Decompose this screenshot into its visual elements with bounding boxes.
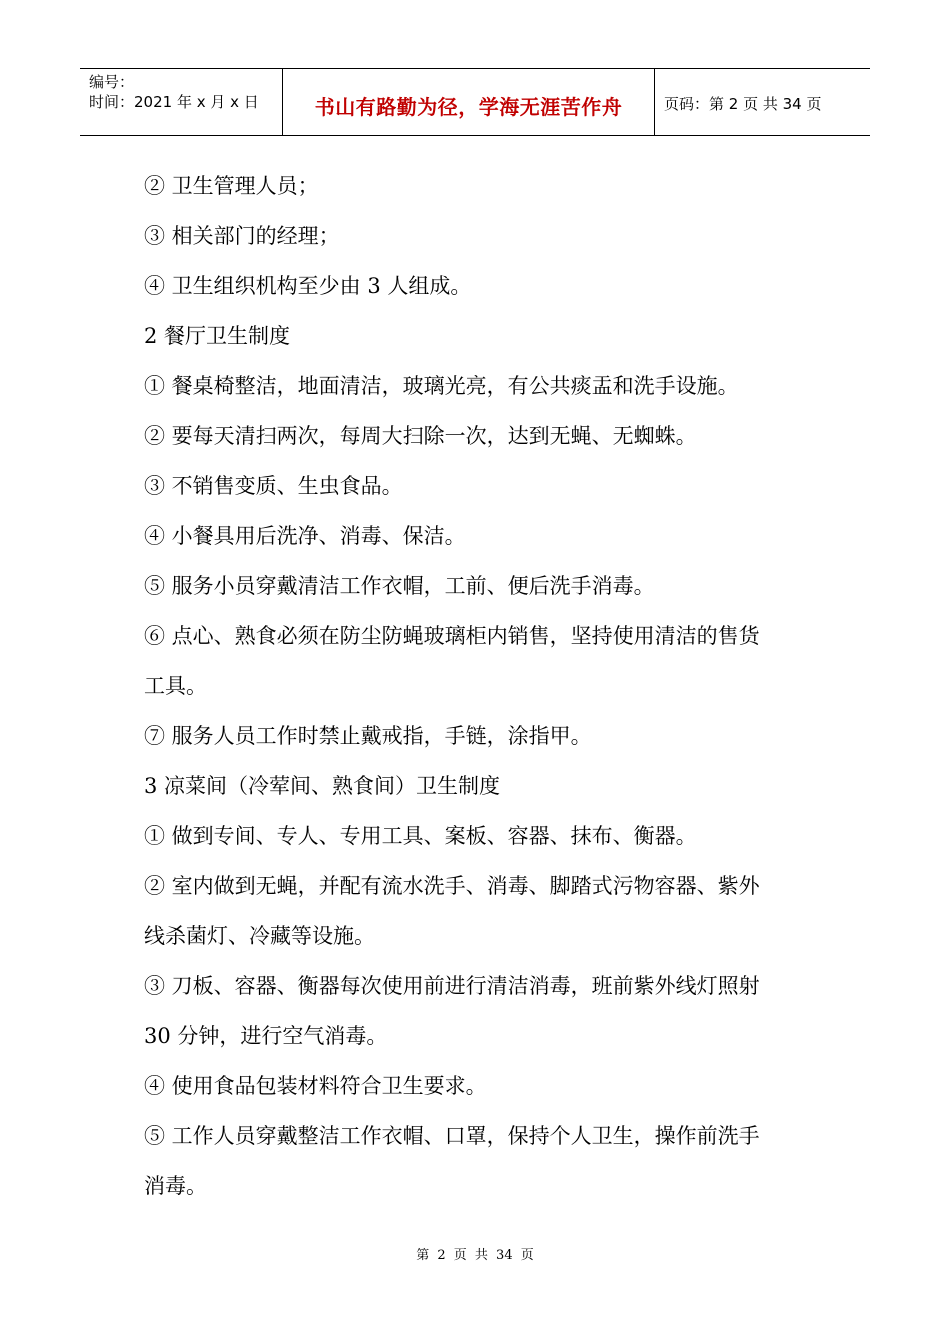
- body-line: ② 室内做到无蝇，并配有流水洗手、消毒、脚踏式污物容器、紫外: [144, 874, 760, 898]
- header-motto-cell: [283, 69, 655, 135]
- document-number-label: 编号：: [89, 73, 135, 91]
- header-motto: 书山有路勤为径，学海无涯苦作舟: [314, 94, 623, 119]
- body-line: ④ 小餐具用后洗净、消毒、保洁。: [144, 524, 466, 548]
- body-line: ② 要每天清扫两次，每周大扫除一次，达到无蝇、无蜘蛛。: [144, 424, 697, 448]
- document-time-label: 时间：2021 年 x 月 x 日: [89, 93, 259, 111]
- body-line: 线杀菌灯、冷藏等设施。: [144, 924, 375, 948]
- body-line: ④ 卫生组织机构至少由 3 人组成。: [144, 274, 472, 298]
- header-page-cell: [655, 69, 870, 135]
- body-line: ⑤ 服务小员穿戴清洁工作衣帽，工前、便后洗手消毒。: [144, 574, 655, 598]
- document-body: [144, 161, 814, 1211]
- body-line: ⑦ 服务人员工作时禁止戴戒指，手链，涂指甲。: [144, 724, 592, 748]
- body-line: 工具。: [144, 674, 207, 698]
- body-line: 30 分钟，进行空气消毒。: [144, 1024, 388, 1048]
- page-footer: 第 2 页 共 34 页: [416, 1248, 534, 1263]
- body-line: ③ 刀板、容器、衡器每次使用前进行清洁消毒，班前紫外线灯照射: [144, 974, 760, 998]
- body-line: ③ 相关部门的经理；: [144, 224, 340, 248]
- body-line: ① 做到专间、专人、专用工具、案板、容器、抹布、衡器。: [144, 824, 697, 848]
- section-heading: 3 凉菜间（冷荤间、熟食间）卫生制度: [144, 774, 501, 798]
- body-line: ⑥ 点心、熟食必须在防尘防蝇玻璃柜内销售，坚持使用清洁的售货: [144, 624, 760, 648]
- header-page-label: 页码：第 2 页 共 34 页: [664, 94, 822, 113]
- body-line: 消毒。: [144, 1174, 207, 1198]
- body-line: ② 卫生管理人员；: [144, 174, 319, 198]
- page-header: [80, 68, 870, 136]
- header-meta: [80, 69, 283, 135]
- body-line: ⑤ 工作人员穿戴整洁工作衣帽、口罩，保持个人卫生，操作前洗手: [144, 1124, 760, 1148]
- section-heading: 2 餐厅卫生制度: [144, 324, 291, 348]
- body-line: ③ 不销售变质、生虫食品。: [144, 474, 403, 498]
- body-line: ① 餐桌椅整洁，地面清洁，玻璃光亮，有公共痰盂和洗手设施。: [144, 374, 739, 398]
- body-line: ④ 使用食品包装材料符合卫生要求。: [144, 1074, 487, 1098]
